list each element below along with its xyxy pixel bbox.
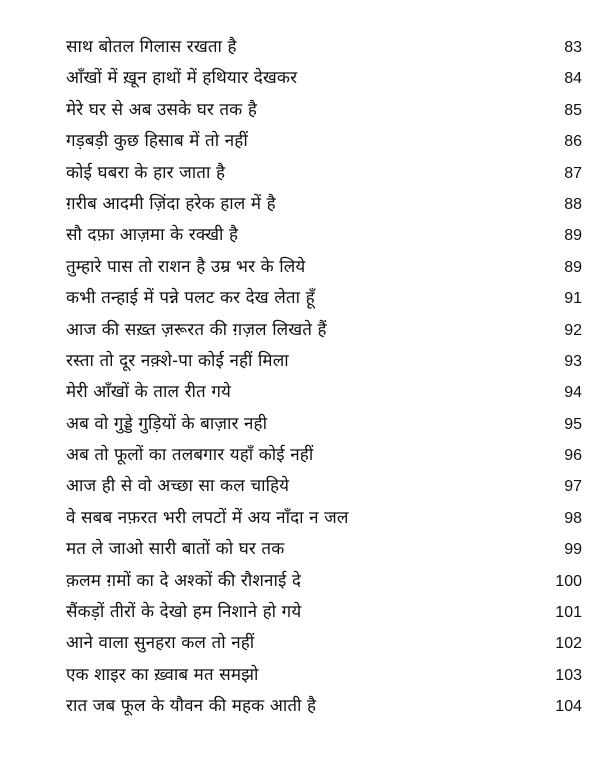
toc-entry: [66, 377, 582, 408]
toc-entry-page: 96: [564, 447, 582, 465]
toc-entry-page: 85: [564, 101, 582, 119]
toc-entry-title: गड़बड़ी कुछ हिसाब में तो नहीं: [66, 131, 248, 152]
toc-entry-title: आँखों में ख़ून हाथों में हथियार देखकर: [66, 68, 298, 89]
toc-entry: [66, 503, 582, 534]
toc-entry: [66, 534, 582, 565]
toc-entry: [66, 158, 582, 189]
toc-entry: [66, 691, 582, 722]
toc-entry-page: 84: [564, 70, 582, 88]
toc-entry-title: आज ही से वो अच्छा सा कल चाहिये: [66, 476, 290, 497]
toc-entry: [66, 32, 582, 63]
toc-entry-title: वे सबब नफ़रत भरी लपटों में अय नाँदा न जल: [66, 507, 349, 528]
toc-entry-title: साथ बोतल गिलास रखता है: [66, 37, 237, 57]
toc-entry-page: 89: [564, 227, 582, 245]
toc-entry-title: अब तो फूलों का तलबगार यहाँ कोई नहीं: [66, 445, 314, 466]
toc-entry-title: कोई घबरा के हार जाता है: [66, 162, 226, 183]
toc-entry-page: 98: [564, 509, 582, 527]
toc-entry-title: आज की सख़्त ज़रूरत की ग़ज़ल लिखते हैं: [66, 319, 327, 340]
toc-entry-title: सैंकड़ों तीरों के देखो हम निशाने हो गये: [66, 602, 302, 623]
toc-entry-page: 88: [564, 195, 582, 213]
toc-entry: [66, 440, 582, 471]
toc-entry-title: मेरी आँखों के ताल रीत गये: [66, 382, 231, 403]
toc-entry-page: 92: [564, 321, 582, 339]
table-of-contents: [66, 32, 582, 723]
toc-entry-title: क़लम ग़मों का दे अश्कों की रौशनाई दे: [66, 570, 302, 591]
toc-entry: [66, 220, 582, 251]
toc-entry-title: अब वो गुड्डे गुड़ियों के बाज़ार नही: [66, 413, 268, 434]
toc-entry-page: 101: [555, 604, 582, 622]
toc-entry-page: 97: [564, 478, 582, 496]
toc-entry-title: मेरे घर से अब उसके घर तक है: [66, 99, 257, 120]
toc-entry: [66, 95, 582, 126]
toc-entry-title: ग़रीब आदमी ज़िंदा हरेक हाल में है: [66, 193, 276, 214]
toc-entry-page: 95: [564, 415, 582, 433]
toc-entry: [66, 189, 582, 220]
toc-entry-page: 86: [564, 133, 582, 151]
toc-entry-page: 103: [555, 666, 582, 684]
toc-entry: [66, 660, 582, 691]
toc-entry-title: मत ले जाओ सारी बातों को घर तक: [66, 539, 285, 560]
toc-entry: [66, 566, 582, 597]
toc-entry-title: एक शाइर का ख़्वाब मत समझो: [66, 664, 259, 685]
toc-entry-page: 87: [564, 164, 582, 182]
toc-entry-page: 102: [555, 635, 582, 653]
toc-entry-title: कभी तन्हाई में पन्ने पलट कर देख लेता हूँ: [66, 288, 315, 309]
toc-entry: [66, 597, 582, 628]
toc-entry: [66, 409, 582, 440]
toc-entry: [66, 126, 582, 157]
toc-entry: [66, 63, 582, 94]
toc-entry: [66, 315, 582, 346]
toc-entry-page: 94: [564, 384, 582, 402]
toc-entry: [66, 346, 582, 377]
toc-entry-page: 93: [564, 352, 582, 370]
toc-entry-title: सौ दफ़ा आज़मा के रक्खी है: [66, 225, 239, 246]
toc-entry-page: 99: [564, 541, 582, 559]
toc-entry-page: 104: [555, 698, 582, 716]
toc-entry-page: 83: [564, 39, 582, 56]
toc-entry-title: रात जब फूल के यौवन की महक आती है: [66, 696, 317, 717]
toc-entry: [66, 283, 582, 314]
toc-entry-page: 91: [564, 290, 582, 308]
toc-entry: [66, 471, 582, 502]
toc-entry: [66, 252, 582, 283]
toc-entry-page: 100: [555, 572, 582, 590]
toc-entry-page: 89: [564, 258, 582, 276]
toc-entry-title: तुम्हारे पास तो राशन है उम्र भर के लिये: [66, 256, 306, 277]
toc-entry-title: रस्ता तो दूर नक़्शे-पा कोई नहीं मिला: [66, 350, 289, 371]
toc-entry: [66, 628, 582, 659]
toc-entry-title: आने वाला सुनहरा कल तो नहीं: [66, 633, 255, 654]
